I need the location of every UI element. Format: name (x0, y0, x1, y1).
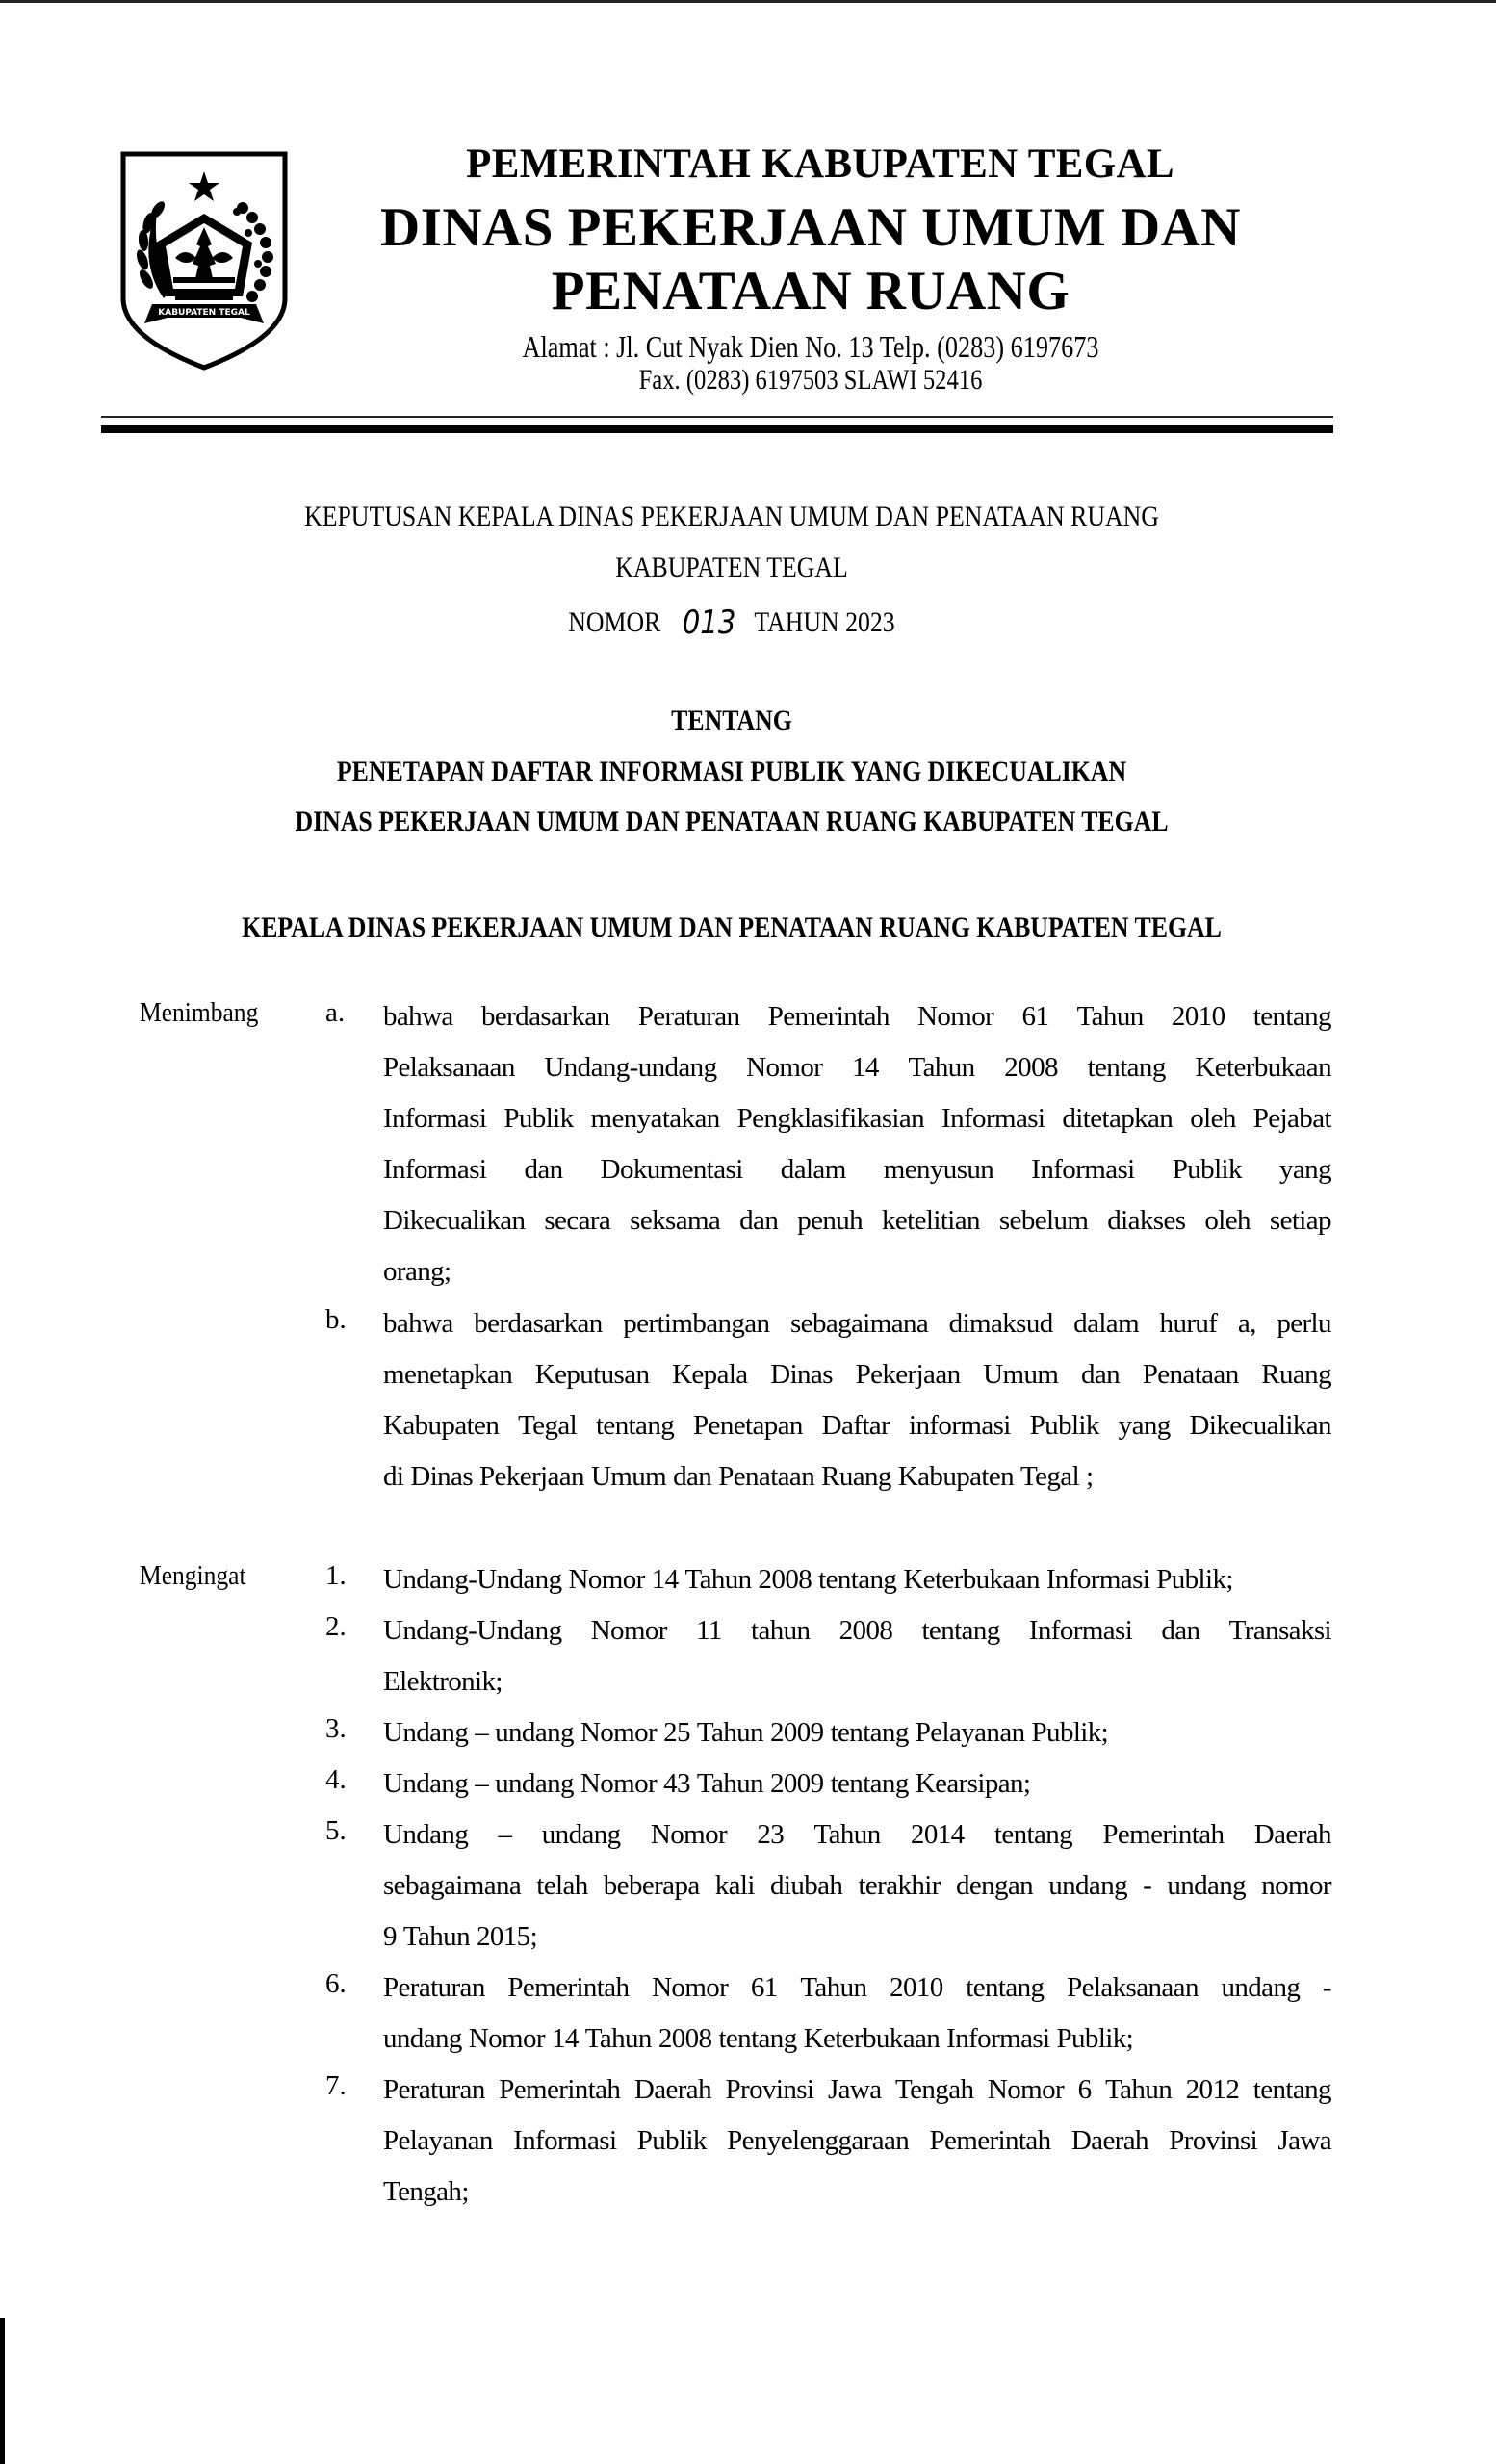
nomor-label: NOMOR (568, 606, 661, 638)
decree-number-line (219, 602, 1245, 640)
list-item (383, 997, 1331, 1303)
decree-subject-line1: PENETAPAN DAFTAR INFORMASI PUBLIK YANG DIKECUALIKAN (336, 756, 1127, 787)
list-marker: 2. (325, 1611, 347, 1642)
list-item-line: 9 Tahun 2015; (383, 1921, 538, 1952)
list-item (383, 1560, 1331, 1611)
letterhead-rule-thick (101, 425, 1333, 433)
list-item-line: undang Nomor 14 Tahun 2008 tentang Keterbukaan Informasi Publik; (383, 2023, 1134, 2054)
list-item (383, 2070, 1331, 2223)
scan-left-edge-bar (0, 2318, 5, 2464)
letterhead-address: Alamat : Jl. Cut Nyak Dien No. 13 Telp. (0283) 6197673 (522, 329, 1099, 364)
list-item-line: sebagaimana telah beberapa kali diubah terakhir dengan undang - undang nomor (383, 1870, 1331, 1901)
nomor-handwritten-value: 013 (682, 603, 736, 642)
decree-year: TAHUN 2023 (754, 606, 895, 638)
list-item-line: bahwa berdasarkan pertimbangan sebagaimana dimaksud dalam huruf a, perlu (383, 1308, 1331, 1339)
list-marker: 3. (325, 1713, 347, 1744)
list-item-line: bahwa berdasarkan Peraturan Pemerintah Nomor 61 Tahun 2010 tentang (383, 1001, 1331, 1032)
list-item-line: Dikecualikan secara seksama dan penuh ketelitian sebelum diakses oleh setiap (383, 1205, 1331, 1236)
list-marker: 4. (325, 1764, 347, 1795)
mengingat-label: Mengingat (140, 1560, 246, 1591)
list-item-line: Pelaksanaan Undang-undang Nomor 14 Tahun 2008 tentang Keterbukaan (383, 1052, 1331, 1083)
decree-title-region: KABUPATEN TEGAL (615, 552, 848, 583)
kabupaten-tegal-coat-of-arms-icon (117, 144, 291, 372)
list-item-line: Undang-Undang Nomor 11 tahun 2008 tentang Informasi dan Transaksi (383, 1615, 1331, 1646)
letterhead-fax: Fax. (0283) 6197503 SLAWI 52416 (638, 364, 983, 396)
list-item-line: Pelayanan Informasi Publik Penyelenggaraan Pemerintah Daerah Provinsi Jawa (383, 2125, 1331, 2156)
decree-subject-line2: DINAS PEKERJAAN UMUM DAN PENATAAN RUANG KABUPATEN TEGAL (295, 806, 1169, 837)
list-item (383, 1764, 1331, 1815)
scan-top-edge (0, 0, 1496, 3)
list-item-line: Kabupaten Tegal tentang Penetapan Daftar informasi Publik yang Dikecualikan (383, 1410, 1331, 1441)
list-item (383, 1304, 1331, 1508)
list-item-line: Informasi Publik menyatakan Pengklasifikasian Informasi ditetapkan oleh Pejabat (383, 1103, 1331, 1134)
list-item-line: Informasi dan Dokumentasi dalam menyusun Informasi Publik yang (383, 1154, 1331, 1185)
list-item-line: menetapkan Keputusan Kepala Dinas Pekerjaan Umum dan Penataan Ruang (383, 1359, 1331, 1390)
list-item (383, 1713, 1331, 1764)
letterhead-government: PEMERINTAH KABUPATEN TEGAL (466, 141, 1174, 187)
tentang-heading: TENTANG (671, 705, 792, 736)
list-item (383, 1815, 1331, 1968)
list-marker: 7. (325, 2070, 347, 2101)
list-marker: 1. (325, 1560, 347, 1591)
list-item-line: Peraturan Pemerintah Daerah Provinsi Jawa Tengah Nomor 6 Tahun 2012 tentang (383, 2074, 1331, 2105)
svg-text:KABUPATEN TEGAL: KABUPATEN TEGAL (158, 308, 250, 318)
list-marker: b. (325, 1304, 347, 1335)
letterhead-agency-line2: PENATAAN RUANG (551, 261, 1070, 321)
list-item-line: Undang – undang Nomor 23 Tahun 2014 tentang Pemerintah Daerah (383, 1819, 1331, 1850)
list-item-line: Tengah; (383, 2176, 469, 2207)
list-item (383, 1611, 1331, 1713)
list-item-line: Elektronik; (383, 1666, 503, 1697)
list-marker: 6. (325, 1968, 347, 1999)
list-item-line: Peraturan Pemerintah Nomor 61 Tahun 2010 tentang Pelaksanaan undang - (383, 1972, 1331, 2003)
list-item-line: di Dinas Pekerjaan Umum dan Penataan Ruang Kabupaten Tegal ; (383, 1461, 1094, 1492)
list-marker: 5. (325, 1815, 347, 1846)
letterhead-rule-thin (101, 416, 1333, 418)
decree-issuer: KEPALA DINAS PEKERJAAN UMUM DAN PENATAAN RUANG KABUPATEN TEGAL (242, 911, 1222, 943)
decree-title: KEPUTUSAN KEPALA DINAS PEKERJAAN UMUM DAN PENATAAN RUANG (304, 500, 1159, 532)
list-item-line: Undang-Undang Nomor 14 Tahun 2008 tentang Keterbukaan Informasi Publik; (383, 1564, 1233, 1595)
list-item-line: Undang – undang Nomor 43 Tahun 2009 tentang Kearsipan; (383, 1768, 1031, 1799)
list-item-line: Undang – undang Nomor 25 Tahun 2009 tentang Pelayanan Publik; (383, 1717, 1109, 1748)
menimbang-label: Menimbang (140, 997, 259, 1028)
list-marker: a. (325, 997, 346, 1028)
list-item-line: orang; (383, 1256, 451, 1287)
letterhead-agency-line1: DINAS PEKERJAAN UMUM DAN (380, 197, 1241, 258)
list-item (383, 1968, 1331, 2070)
